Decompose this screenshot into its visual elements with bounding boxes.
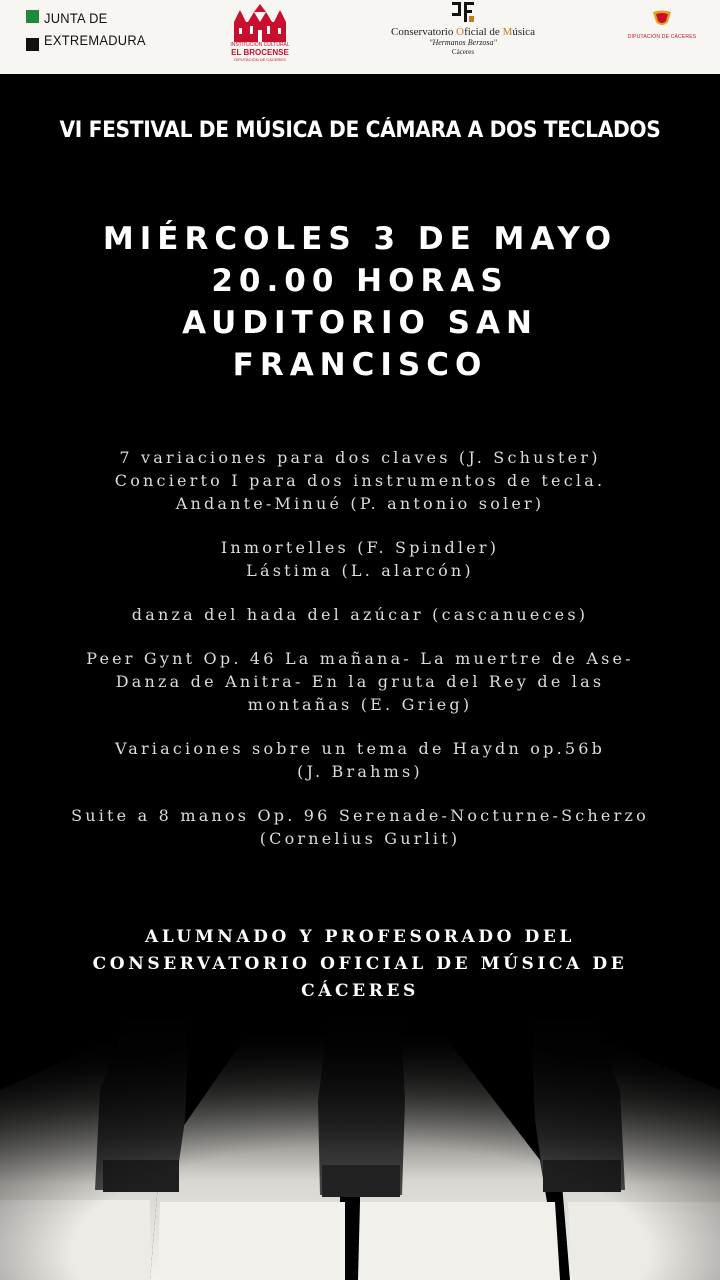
program-line: (Cornelius Gurlit)	[259, 829, 461, 848]
program-item	[0, 603, 720, 626]
program-line: Lástima (L. alarcón)	[246, 561, 474, 580]
conservatorio-name-o: O	[456, 26, 465, 38]
program-line: Andante-Minué (P. antonio soler)	[175, 494, 545, 513]
conservatorio-name-post: úsica	[512, 26, 535, 38]
performers-credit	[0, 924, 720, 1005]
junta-extremadura-logo	[26, 10, 146, 56]
event-details	[0, 218, 720, 386]
program-line: Inmortelles (F. Spindler)	[220, 538, 500, 557]
program-item	[0, 446, 720, 515]
program-line: Variaciones sobre un tema de Haydn op.56b	[114, 739, 606, 758]
performers-line3: CÁCERES	[301, 981, 419, 1001]
program-line: Peer Gynt Op. 46 La mañana- La muertre de Ase-	[86, 649, 634, 668]
el-brocense-logo	[226, 4, 294, 66]
event-venue-line1: AUDITORIO SAN	[182, 305, 538, 341]
conservatorio-name-mid: ficial de	[464, 26, 503, 38]
diputacion-logo-text: DIPUTACIÓN DE CÁCERES	[627, 34, 697, 40]
festival-title: VI FESTIVAL DE MÚSICA DE CÁMARA A DOS TECLADOS	[59, 118, 661, 143]
event-date: MIÉRCOLES 3 DE MAYO	[102, 221, 618, 257]
junta-logo-line1: JUNTA DE	[44, 10, 108, 26]
program-line: Danza de Anitra- En la gruta del Rey de las	[115, 672, 605, 691]
program-line: Concierto I para dos instrumentos de tecla.	[114, 471, 606, 490]
diputacion-crest-icon	[651, 10, 673, 28]
program-item	[0, 647, 720, 716]
conservatorio-name	[380, 26, 546, 38]
program-line: Suite a 8 manos Op. 96 Serenade-Nocturne-Scherzo	[71, 806, 649, 825]
conservatorio-subtitle: "Hermanos Berzosa"	[429, 38, 497, 47]
piano-keys-image	[0, 1010, 720, 1280]
program-line: montañas (E. Grieg)	[247, 695, 473, 714]
conservatorio-name-m: M	[502, 26, 513, 38]
conservatorio-emblem-icon	[450, 0, 476, 24]
program-item	[0, 737, 720, 783]
event-venue-line2: FRANCISCO	[232, 347, 488, 383]
brocense-logo-line3: DIPUTACIÓN DE CÁCERES	[234, 57, 286, 62]
sponsor-logo-bar	[0, 0, 720, 74]
brocense-logo-line1: INSTITUCIÓN CULTURAL	[230, 42, 290, 48]
brocense-logo-line2: EL BROCENSE	[231, 48, 289, 57]
conservatorio-logo	[380, 0, 546, 66]
program-line: 7 variaciones para dos claves (J. Schuster)	[119, 448, 601, 467]
conservatorio-name-pre: Conservatorio	[391, 26, 457, 38]
junta-green-square	[26, 10, 39, 23]
program-line: danza del hada del azúcar (cascanueces)	[131, 605, 589, 624]
performers-line1: ALUMNADO Y PROFESORADO DEL	[145, 927, 575, 947]
program-item	[0, 536, 720, 582]
concert-program	[0, 446, 720, 871]
conservatorio-city: Cáceres	[451, 48, 475, 56]
junta-logo-line2: EXTREMADURA	[44, 32, 146, 48]
program-line: (J. Brahms)	[297, 762, 423, 781]
performers-line2: CONSERVATORIO OFICIAL DE MÚSICA DE	[92, 954, 628, 974]
event-time: 20.00 HORAS	[211, 263, 509, 299]
program-item	[0, 804, 720, 850]
junta-black-square	[26, 38, 39, 51]
castle-icon	[230, 4, 290, 42]
diputacion-caceres-logo	[624, 10, 700, 41]
